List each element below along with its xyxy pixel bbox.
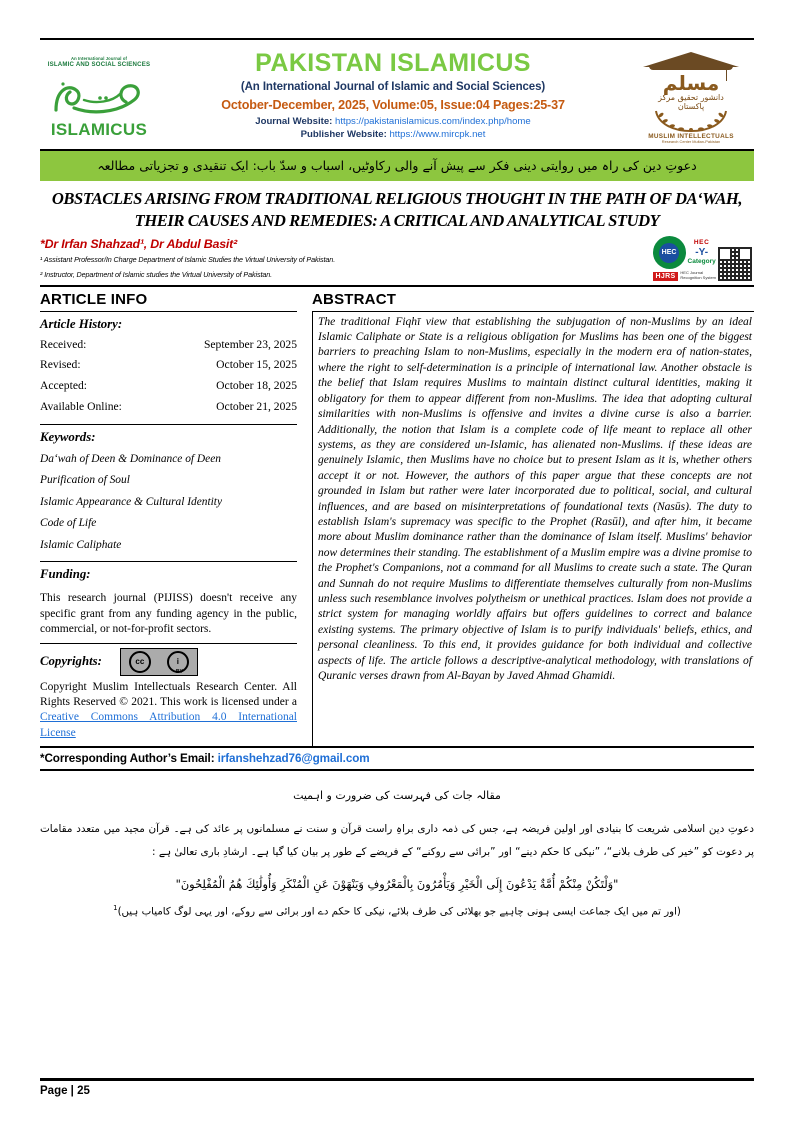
mirc-arabic-country: پاکستان — [677, 101, 705, 111]
history-label: Accepted: — [40, 379, 87, 393]
history-row-received — [40, 335, 297, 356]
cc-glyph: cc — [129, 651, 151, 673]
cc-by-person-icon: i — [167, 651, 189, 673]
info-abstract-columns — [40, 287, 754, 746]
islamicus-calligraphy-icon — [50, 70, 148, 120]
verse-translation: (اور تم میں ایک جماعت ایسی ہونی چاہیے جو بھلائی کی طرف بلائے، نیکی کا حکم دے اور برائی سے روکے، اور یہی لوگ کامیاب ہیں) — [117, 906, 681, 918]
history-value: September 23, 2025 — [203, 337, 297, 351]
keywords-heading: Keywords: — [40, 429, 96, 444]
urdu-paragraph: دعوتِ دین اسلامی شریعت کا بنیادی اور اولین فریضہ ہے، جس کی ذمہ داری براہِ راست قرآن و سنت نے مسلمانوں پر عائد کی ہے۔ قرآن مجید میں متعدد مقامات پر دعوت کو ”خیر کی طرف بلانے“، ”نیکی کا حکم دینے“ اور ”برائی سے روکنے“ کے فریضے کے طور پر بیان کیا گیا ہے۔ ارشادِ باری تعالیٰ ہے : — [40, 823, 754, 859]
page-footer — [40, 1078, 754, 1097]
history-label: Revised: — [40, 358, 81, 372]
mirc-name: MUSLIM INTELLECTUALS — [648, 132, 734, 140]
history-label: Received: — [40, 337, 87, 351]
affiliation-1: ¹ Assistant Professor/In Charge Department of Islamic Studies the Virtual University of Pakistan. — [40, 255, 336, 265]
islamicus-logo — [40, 43, 158, 149]
page-number: Page | 25 — [40, 1085, 90, 1097]
footnote-marker[interactable]: 1 — [113, 903, 118, 912]
copyright-text — [40, 678, 297, 746]
article-info-heading: ARTICLE INFO — [40, 290, 148, 308]
funding-heading: Funding: — [40, 567, 91, 582]
wreath-icon — [648, 107, 734, 133]
hec-seal-text: HEC — [659, 243, 679, 263]
copyrights-heading: Copyrights: — [40, 654, 102, 669]
masthead-center — [158, 43, 628, 149]
indexing-badges — [653, 236, 754, 280]
islamicus-wordmark: ISLAMICUS — [50, 120, 148, 140]
corresponding-author-bar — [40, 746, 754, 771]
history-value: October 18, 2025 — [216, 379, 297, 393]
article-info-column — [40, 287, 305, 746]
journal-websites — [255, 116, 531, 142]
creative-commons-icon — [120, 648, 198, 676]
history-value: October 21, 2025 — [216, 399, 297, 413]
graduation-cap-icon — [643, 50, 739, 75]
journal-title: PAKISTAN ISLAMICUS — [255, 49, 531, 78]
journal-masthead — [40, 38, 754, 149]
keyword-item: Islamic Caliphate — [40, 538, 122, 551]
islamicus-tagline-small: An International Journal of — [71, 55, 127, 61]
funding-text: This research journal (PIJISS) doesn't receive any specific grant from any funding agency in the public, commercial, or not-for-profit sectors. — [40, 592, 297, 635]
hjrs-sub-line1: HEC Journal — [680, 270, 704, 276]
hjrs-sub-line2: Recognition System — [680, 275, 716, 281]
keyword-item: Da‘wah of Deen & Dominance of Deen — [40, 452, 221, 465]
urdu-title-banner — [40, 149, 754, 181]
history-value: October 15, 2025 — [216, 358, 297, 372]
journal-issue-line: October-December, 2025, Volume:05, Issue:04 Pages:25-37 — [221, 97, 565, 112]
author-names: *Dr Irfan Shahzad¹, Dr Abdul Basit² — [40, 237, 238, 252]
publisher-website-link[interactable]: https://www.mircpk.net — [389, 128, 486, 140]
urdu-section-heading: مقالہ جات کی فہرست کی ضرورت و اہمیت — [293, 789, 501, 803]
cc-by-label: BY — [175, 668, 183, 675]
paper-title: OBSTACLES ARISING FROM TRADITIONAL RELIGIOUS THOUGHT IN THE PATH OF DA‘WAH, THEIR CAUSES AND REMEDIES: A CRITICAL AND ANALYTICAL STUDY — [51, 189, 743, 231]
abstract-heading: ABSTRACT — [312, 290, 397, 308]
urdu-title: دعوتِ دین کی راہ میں روایتی دینی فکر سے پیش آنے والی رکاوٹیں، اسباب و سدّ باب: ایک تنقیدی و تجزیاتی مطالعہ — [97, 157, 697, 173]
history-row-accepted — [40, 376, 297, 397]
hec-label: HEC — [693, 239, 710, 247]
keyword-item: Code of Life — [40, 517, 97, 530]
keyword-item: Islamic Appearance & Cultural Identity — [40, 495, 223, 508]
hec-category-letter: -Y- — [695, 246, 709, 258]
article-history-heading: Article History: — [40, 316, 123, 331]
corresponding-author-label: *Corresponding Author’s Email: — [40, 752, 215, 766]
quranic-verse: "وَلْتَكُنْ مِنْكُمْ أُمَّةٌ يَدْعُونَ إِلَى الْخَيْرِ وَيَأْمُرُونَ بِالْمَعْرُوفِ وَيَنْهَوْنَ عَنِ الْمُنْكَرِ وَأُولَٰئِكَ هُمُ الْمُفْلِحُونَ" — [175, 876, 619, 891]
cc-license-link[interactable]: Creative Commons Attribution 4.0 International License — [40, 711, 297, 739]
copyright-text-main: Copyright Muslim Intellectuals Research Center. All Rights Reserved © 2021. This work is licensed under a — [40, 680, 297, 709]
verse-translation-row — [40, 904, 754, 917]
copyrights-header-row — [40, 644, 297, 678]
islamicus-tagline-caps: ISLAMIC AND SOCIAL SCIENCES — [47, 60, 151, 68]
journal-subtitle: (An International Journal of Islamic and Social Sciences) — [240, 80, 546, 93]
mirc-arabic-subname: دانشور تحقیق مرکز — [658, 92, 724, 102]
abstract-text: The traditional Fiqhī view that establishing the subjugation of non-Muslims by an ideal Islamic Caliphate or State is a religious obligation for Muslims has been one of the biggest barriers to preaching Islam to non-Muslims, especially in the modern era of nation-states, where the right to self-determination is a principle of international law. Another obstacle is the belief that Islam requires Muslims to maintain distinct cultural identities, making it obligatory for them to appear different from non-Muslims. The idea that adopting cultural similarities with non-Muslims is offensive and invites a divine curse is also a barrier. Additionally, the notion that Islam is a complete code of life meant to replace all other systems, as they are considered un-Islamic, has alienated non-Muslims. if these ideas are genuinely Islamic, then Muslims have no choice but to present Islam as it is, whether others accept it or not. However, the authors of this paper argue that these concepts are not grounded in Islam but rather were later incorporated due to political, social, and cultural influences, and are based on misinterpretations of foundational texts (Nasūs). The duty to establish Islam's supremacy was specific to the Prophet (Rasūl), and after him, it became more about Muslim dominance rather than the dominance of Islam itself. Muslims' behavior now determines their standing. The establishment of a Muslim empire was a divine promise to the Prophet's Companions, not a command for all Muslims to create such a state. The Quran and Sunnah do not require Muslims to differentiate themselves culturally from non-Muslims unless such resemblance involves polytheism or unethical practices. Islam does not provide a strict system for managing worldly affairs but offers guidelines to correct and balance existing systems. The primary objective of Islam is to purify individuals' beliefs, ethics, and personal cleanliness. To this end, it provides guidance for both individual and collective aspects of life. The article follows a descriptive-analytical methodology, with translations of Quranic verses drawn from Al-Bayan by Javed Ahmad Ghamidi. — [318, 315, 752, 682]
affiliation-2: ² Instructor, Department of Islamic studies the Virtual University of Pakistan. — [40, 269, 273, 279]
publisher-website-label: Publisher Website: — [300, 128, 387, 140]
abstract-box — [312, 311, 754, 746]
hjrs-tag: HJRS — [653, 272, 679, 281]
history-label: Available Online: — [40, 399, 122, 413]
corresponding-author-email[interactable]: irfanshehzad76@gmail.com — [217, 752, 370, 766]
keyword-item: Purification of Soul — [40, 474, 130, 487]
qr-code-icon[interactable] — [718, 247, 752, 281]
abstract-column — [305, 287, 754, 746]
hec-category-word: Category — [687, 257, 716, 265]
mirc-logo — [628, 43, 754, 149]
mirc-arabic-name: مسلم — [662, 70, 720, 95]
islamicus-logo-tagline — [48, 56, 151, 69]
history-row-revised — [40, 355, 297, 376]
authors-and-badges — [40, 236, 754, 280]
hec-seal-icon — [653, 236, 686, 269]
journal-website-label: Journal Website: — [255, 115, 333, 127]
mirc-subname: Research Center Multan-Pakistan — [661, 138, 721, 144]
journal-website-link[interactable]: https://pakistanislamicus.com/index.php/home — [335, 115, 531, 127]
history-row-available-online — [40, 397, 297, 418]
